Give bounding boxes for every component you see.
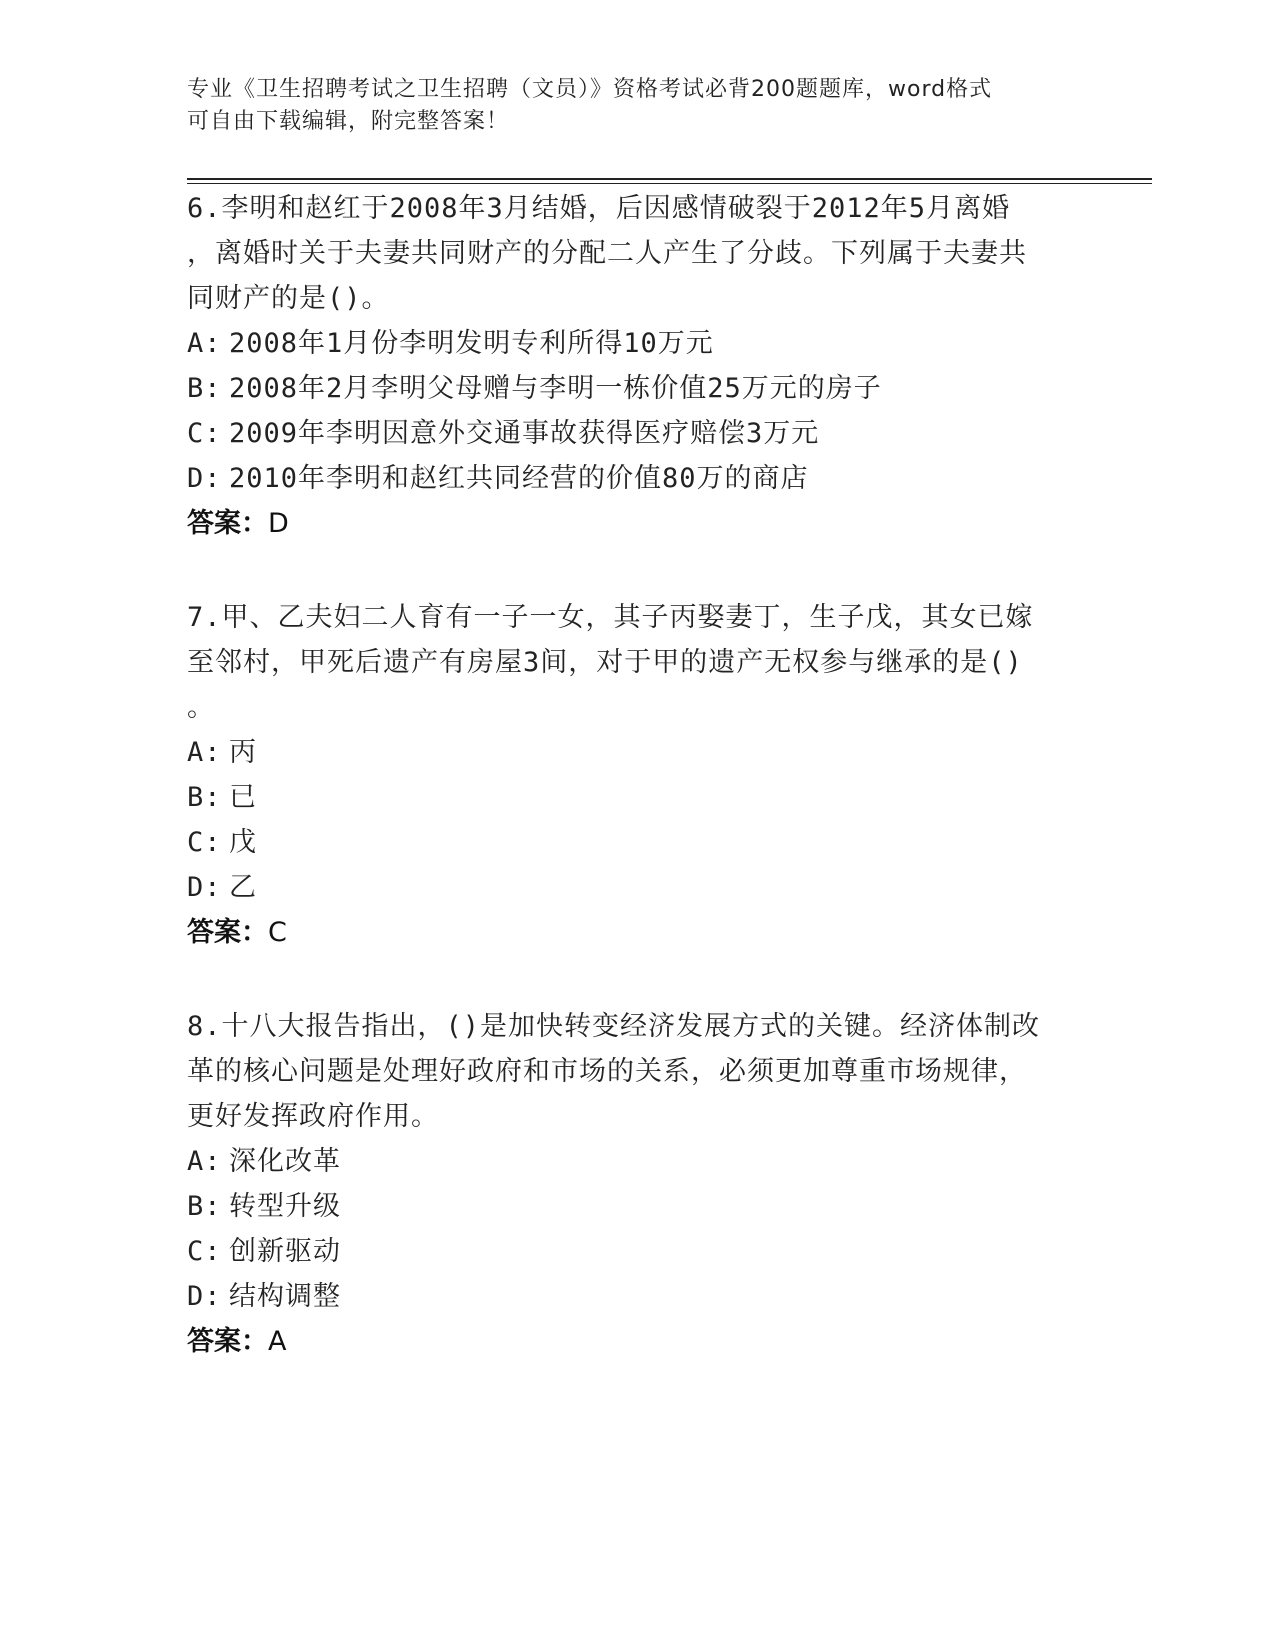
option-text: 已 — [229, 782, 257, 813]
option-c — [187, 1229, 1087, 1274]
option-text: 深化改革 — [229, 1146, 341, 1177]
question-8 — [187, 1004, 1087, 1364]
question-6 — [187, 186, 1087, 546]
question-gap — [187, 955, 1087, 1004]
answer-value: D — [268, 508, 289, 539]
option-c — [187, 411, 1087, 456]
question-stem-line: 。 — [187, 692, 215, 723]
question-7 — [187, 595, 1087, 955]
option-label: B: — [187, 1191, 222, 1222]
header-rule-thin — [187, 183, 1152, 184]
answer-value: C — [268, 917, 287, 948]
answer-label: 答案： — [187, 1326, 268, 1357]
option-a — [187, 730, 1087, 775]
question-stem-line: 革的核心问题是处理好政府和市场的关系，必须更加尊重市场规律， — [187, 1056, 1027, 1087]
option-label: A: — [187, 737, 222, 768]
header-line-2: 可自由下载编辑，附完整答案！ — [187, 109, 510, 134]
option-label: D: — [187, 872, 222, 903]
option-text: 乙 — [229, 872, 257, 903]
answer-label: 答案： — [187, 917, 268, 948]
option-text: 2010年李明和赵红共同经营的价值80万的商店 — [229, 463, 809, 494]
option-label: A: — [187, 1146, 222, 1177]
answer-label: 答案： — [187, 508, 268, 539]
option-text: 创新驱动 — [229, 1236, 341, 1267]
option-b — [187, 366, 1087, 411]
option-text: 2009年李明因意外交通事故获得医疗赔偿3万元 — [229, 418, 820, 449]
option-label: B: — [187, 782, 222, 813]
option-d — [187, 865, 1087, 910]
question-stem-line: 更好发挥政府作用。 — [187, 1101, 439, 1132]
option-label: A: — [187, 328, 222, 359]
option-d — [187, 1274, 1087, 1319]
option-label: C: — [187, 827, 222, 858]
option-a — [187, 1139, 1087, 1184]
answer-line — [187, 501, 1087, 546]
option-text: 结构调整 — [229, 1281, 341, 1312]
question-stem-line: 至邻村，甲死后遗产有房屋3间，对于甲的遗产无权参与继承的是() — [187, 647, 1023, 678]
answer-line — [187, 910, 1087, 955]
header-rule-thick — [187, 178, 1152, 180]
question-stem-line: 8.十八大报告指出，()是加快转变经济发展方式的关键。经济体制改 — [187, 1011, 1041, 1042]
question-stem-line: 6.李明和赵红于2008年3月结婚，后因感情破裂于2012年5月离婚 — [187, 193, 1011, 224]
option-a — [187, 321, 1087, 366]
option-d — [187, 456, 1087, 501]
answer-value: A — [268, 1326, 287, 1357]
question-stem-line: ，离婚时关于夫妻共同财产的分配二人产生了分歧。下列属于夫妻共 — [187, 238, 1027, 269]
option-label: D: — [187, 463, 222, 494]
question-stem-line: 同财产的是()。 — [187, 283, 390, 314]
question-list — [187, 186, 1087, 1364]
option-text: 转型升级 — [229, 1191, 341, 1222]
option-text: 2008年1月份李明发明专利所得10万元 — [229, 328, 714, 359]
option-c — [187, 820, 1087, 865]
option-text: 戊 — [229, 827, 257, 858]
option-label: C: — [187, 418, 222, 449]
option-b — [187, 1184, 1087, 1229]
document-header — [187, 74, 1067, 138]
option-label: D: — [187, 1281, 222, 1312]
option-b — [187, 775, 1087, 820]
answer-line — [187, 1319, 1087, 1364]
option-text: 丙 — [229, 737, 257, 768]
header-line-1: 专业《卫生招聘考试之卫生招聘（文员）》资格考试必背200题题库，word格式 — [187, 77, 993, 102]
option-label: B: — [187, 373, 222, 404]
question-stem-line: 7.甲、乙夫妇二人育有一子一女，其子丙娶妻丁，生子戊，其女已嫁 — [187, 602, 1034, 633]
option-text: 2008年2月李明父母赠与李明一栋价值25万元的房子 — [229, 373, 882, 404]
question-gap — [187, 546, 1087, 595]
option-label: C: — [187, 1236, 222, 1267]
